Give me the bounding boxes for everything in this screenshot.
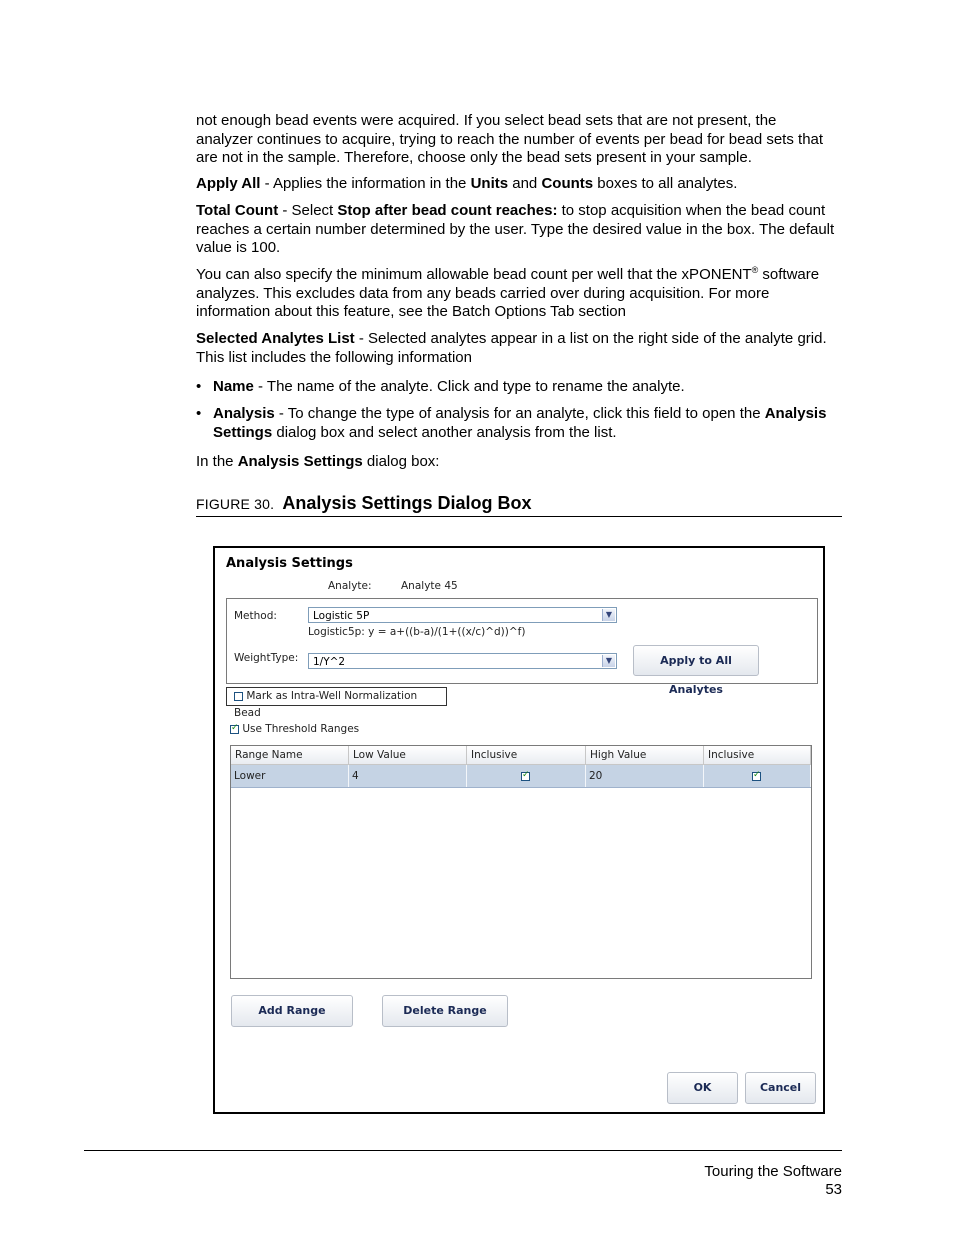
cell-high-value[interactable]: 20 bbox=[586, 765, 704, 788]
chevron-down-icon: ▼ bbox=[602, 655, 615, 667]
apply-to-all-analytes-button[interactable]: Apply to All Analytes bbox=[633, 645, 759, 676]
bullet-marker: • bbox=[196, 378, 202, 395]
bullet-marker: • bbox=[196, 405, 202, 422]
normalization-label: Mark as Intra-Well Normalization Bead bbox=[234, 690, 418, 719]
column-header-range-name[interactable]: Range Name bbox=[231, 746, 349, 765]
analyte-value: Analyte 45 bbox=[401, 580, 458, 592]
ok-button[interactable]: OK bbox=[667, 1072, 738, 1104]
inclusive-high-checkbox[interactable] bbox=[752, 772, 761, 781]
paragraph-selected-analytes: Selected Analytes List - Selected analytes appear in a list on the right side of the analyte grid. This list includes the following information bbox=[196, 330, 827, 366]
paragraph-total-count: Total Count - Select Stop after bead count reaches: to stop acquisition when the bead count reaches a certain number determined by the user. Type the desired value in the box. The default value is 100. bbox=[196, 202, 835, 256]
column-header-low-value[interactable]: Low Value bbox=[349, 746, 467, 765]
weight-type-select[interactable]: 1/Y^2 ▼ bbox=[308, 653, 617, 669]
footer-section: Touring the Software bbox=[704, 1163, 842, 1180]
cancel-button[interactable]: Cancel bbox=[745, 1072, 816, 1104]
paragraph-in-the-dialog: In the Analysis Settings dialog box: bbox=[196, 453, 440, 470]
add-range-button[interactable]: Add Range bbox=[231, 995, 353, 1027]
figure-label: FIGURE 30. bbox=[196, 496, 275, 512]
inclusive-low-checkbox[interactable] bbox=[521, 772, 530, 781]
chevron-down-icon: ▼ bbox=[602, 609, 615, 621]
weight-type-label: WeightType: bbox=[234, 652, 299, 664]
analysis-settings-dialog bbox=[213, 546, 825, 1114]
column-header-inclusive-high[interactable]: Inclusive bbox=[704, 746, 811, 765]
bullet-analysis: Analysis - To change the type of analysis for an analyte, click this field to open the Analysis Settings dialog box and select another analysis from the list. bbox=[213, 405, 827, 441]
cell-low-value[interactable]: 4 bbox=[349, 765, 467, 788]
footer-rule bbox=[84, 1150, 842, 1151]
paragraph-bead-sets: not enough bead events were acquired. If you select bead sets that are not present, the analyzer continues to acquire, trying to reach the number of events per bead for bead sets that are not in the sample. Therefore, choose only the bead sets present in your sample. bbox=[196, 112, 824, 166]
threshold-label: Use Threshold Ranges bbox=[242, 723, 360, 735]
method-select[interactable]: Logistic 5P ▼ bbox=[308, 607, 617, 623]
method-group bbox=[226, 598, 818, 696]
threshold-ranges-grid bbox=[230, 745, 812, 979]
cell-inclusive-low[interactable] bbox=[467, 765, 586, 788]
paragraph-minimum-count: You can also specify the minimum allowable bead count per well that the xPONENT® software analyzes. This excludes data from any beads carried over during acquisition. For more information about this feature, see the Batch Options Tab section bbox=[196, 265, 820, 320]
normalization-bead-option[interactable] bbox=[226, 687, 447, 719]
dialog-title: Analysis Settings bbox=[226, 556, 353, 571]
column-header-high-value[interactable]: High Value bbox=[586, 746, 704, 765]
threshold-option[interactable] bbox=[230, 723, 359, 735]
page-footer bbox=[704, 1163, 842, 1199]
column-header-inclusive-low[interactable]: Inclusive bbox=[467, 746, 586, 765]
table-row[interactable] bbox=[231, 765, 811, 788]
figure-rule bbox=[196, 516, 842, 517]
page-number: 53 bbox=[825, 1181, 842, 1198]
method-formula: Logistic5p: y = a+((b-a)/(1+((x/c)^d))^f) bbox=[308, 626, 526, 638]
bullet-name: Name - The name of the analyte. Click and type to rename the analyte. bbox=[213, 378, 685, 395]
cell-inclusive-high[interactable] bbox=[704, 765, 811, 788]
paragraph-apply-all: Apply All - Applies the information in the Units and Counts boxes to all analytes. bbox=[196, 175, 738, 192]
figure-caption bbox=[196, 493, 531, 514]
method-label: Method: bbox=[234, 610, 277, 622]
cell-range-name[interactable]: Lower bbox=[231, 765, 349, 788]
normalization-checkbox[interactable] bbox=[234, 692, 243, 701]
threshold-checkbox[interactable] bbox=[230, 725, 239, 734]
delete-range-button[interactable]: Delete Range bbox=[382, 995, 508, 1027]
analyte-label: Analyte: bbox=[328, 580, 372, 592]
figure-title: Analysis Settings Dialog Box bbox=[282, 493, 532, 513]
